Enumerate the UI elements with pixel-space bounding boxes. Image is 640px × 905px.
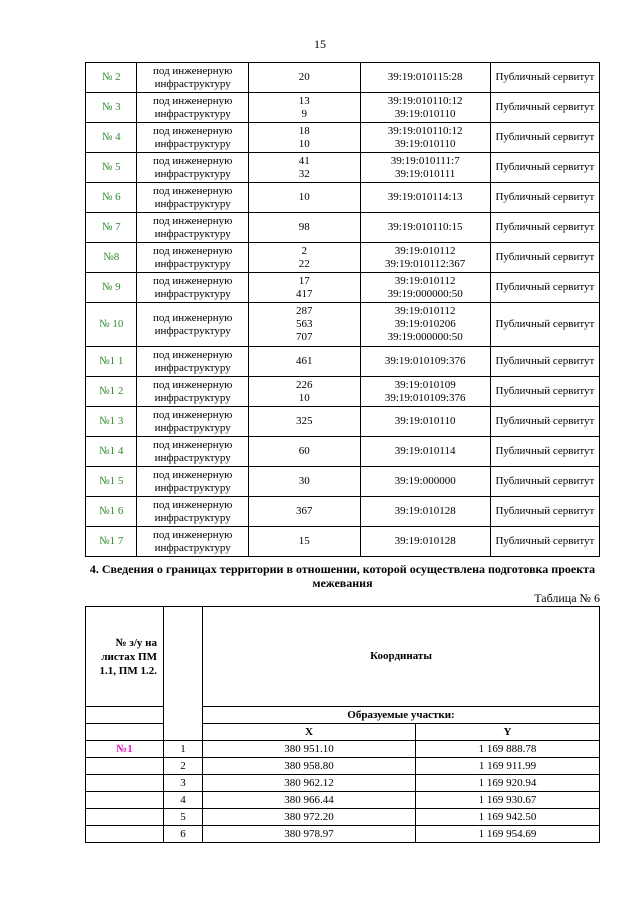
area [248,303,360,347]
table-row [86,467,600,497]
plot-number: №1 5 [86,467,137,497]
coordinates-table [85,606,600,843]
purpose: под инженерную инфраструктуру [137,347,248,377]
plot-label: №1 [86,741,164,758]
table-row [86,377,600,407]
point-number: 5 [164,809,203,826]
x-coordinate: 380 962.12 [203,775,416,792]
x-coordinate: 380 972.20 [203,809,416,826]
plot-label [86,775,164,792]
area-line: 9 [301,107,307,120]
cadastral-number-line: 39:19:010110:15 [387,221,463,233]
table-row [86,123,600,153]
cadastral-number-line: 39:19:010128 [394,535,456,547]
area-line: 10 [298,137,310,150]
area-line: 707 [295,331,313,343]
y-coordinate: 1 169 911.99 [416,758,600,775]
x-coordinate: 380 966.44 [203,792,416,809]
empty-cell [86,707,164,724]
cadastral-number [360,497,490,527]
table-row [86,527,600,557]
area-line: 461 [295,355,313,367]
table-row [86,758,600,775]
encumbrance-type: Публичный сервитут [490,273,599,303]
encumbrance-type: Публичный сервитут [490,153,599,183]
table-row [86,243,600,273]
table-row [86,826,600,843]
area [248,437,360,467]
area-line: 18 [298,124,310,137]
plot-number-header [86,607,164,707]
plot-number: № 9 [86,273,137,303]
y-coordinate: 1 169 930.67 [416,792,600,809]
cadastral-number [360,347,490,377]
encumbrance-type: Публичный сервитут [490,497,599,527]
encumbrance-type: Публичный сервитут [490,527,599,557]
area [248,527,360,557]
area-line: 60 [298,445,310,457]
point-number: 1 [164,741,203,758]
area-line: 22 [298,257,310,270]
encumbrance-type: Публичный сервитут [490,63,599,93]
plot-number: №8 [86,243,137,273]
table-row [86,347,600,377]
section-heading: 4. Сведения о границах территории в отношении, которой осуществлена подготовка проекта межевания [89,562,596,590]
area-line: 98 [298,221,310,233]
cadastral-number [360,273,490,303]
plot-number: №1 6 [86,497,137,527]
x-coordinate: 380 951.10 [203,741,416,758]
encumbrance-type: Публичный сервитут [490,377,599,407]
x-coordinate: 380 978.97 [203,826,416,843]
cadastral-number-line: 39:19:010109:376 [384,355,466,367]
area-line: 10 [298,391,310,404]
point-number: 4 [164,792,203,809]
purpose: под инженерную инфраструктуру [137,377,248,407]
area-line: 325 [295,415,313,427]
cadastral-number [360,93,490,123]
area-line: 32 [298,167,310,180]
plot-number: №1 4 [86,437,137,467]
cadastral-number-line: 39:19:010128 [394,505,456,517]
purpose: под инженерную инфраструктуру [137,183,248,213]
cadastral-number-line: 39:19:010114 [394,445,456,457]
cadastral-number-line: 39:19:000000:50 [387,287,463,300]
y-coordinate: 1 169 954.69 [416,826,600,843]
area [248,213,360,243]
plot-label [86,809,164,826]
cadastral-number [360,303,490,347]
area [248,497,360,527]
empty-cell [86,724,164,741]
plot-number: №1 7 [86,527,137,557]
table-row [86,741,600,758]
cadastral-number-line: 39:19:010206 [394,318,456,330]
table-caption: Таблица № 6 [534,591,600,605]
servitude-table [85,62,600,557]
cadastral-number-line: 39:19:010114:13 [387,191,463,203]
purpose: под инженерную инфраструктуру [137,93,248,123]
cadastral-number [360,243,490,273]
purpose: под инженерную инфраструктуру [137,273,248,303]
area [248,183,360,213]
point-number: 6 [164,826,203,843]
area [248,407,360,437]
area-line: 13 [298,94,310,107]
cadastral-number [360,467,490,497]
encumbrance-type: Публичный сервитут [490,93,599,123]
cadastral-number [360,153,490,183]
area-line: 287 [295,305,313,317]
y-header: Y [416,724,600,741]
purpose: под инженерную инфраструктуру [137,467,248,497]
table-row [86,273,600,303]
cadastral-number [360,527,490,557]
encumbrance-type: Публичный сервитут [490,347,599,377]
cadastral-number-line: 39:19:010109:376 [384,391,466,404]
purpose: под инженерную инфраструктуру [137,527,248,557]
point-number: 2 [164,758,203,775]
page-number: 15 [314,37,326,51]
plot-number: №1 3 [86,407,137,437]
area-line: 17 [298,274,310,287]
table-row [86,775,600,792]
cadastral-number [360,63,490,93]
table-row [86,183,600,213]
cadastral-number-line: 39:19:010110 [394,415,456,427]
purpose: под инженерную инфраструктуру [137,213,248,243]
table-row [86,407,600,437]
area [248,273,360,303]
formed-plots-header: Образуемые участки: [203,707,600,724]
plot-number: № 4 [86,123,137,153]
area [248,467,360,497]
plot-number: № 7 [86,213,137,243]
area-line: 30 [298,475,310,487]
cadastral-number-line: 39:19:010112 [394,274,456,287]
area [248,243,360,273]
cadastral-number-line: 39:19:010112:367 [385,257,466,270]
y-coordinate: 1 169 942.50 [416,809,600,826]
encumbrance-type: Публичный сервитут [490,437,599,467]
table-row [86,497,600,527]
table-row [86,792,600,809]
cadastral-number-line: 39:19:010110 [394,137,456,150]
cadastral-number-line: 39:19:000000 [394,475,456,487]
table-row [86,63,600,93]
plot-number-header-text: № з/у на листах ПМ 1.1, ПМ 1.2. [99,636,157,677]
x-coordinate: 380 958.80 [203,758,416,775]
encumbrance-type: Публичный сервитут [490,213,599,243]
table-row [86,809,600,826]
purpose: под инженерную инфраструктуру [137,153,248,183]
purpose: под инженерную инфраструктуру [137,407,248,437]
point-number-header [164,607,203,741]
plot-number: № 2 [86,63,137,93]
encumbrance-type: Публичный сервитут [490,243,599,273]
encumbrance-type: Публичный сервитут [490,123,599,153]
cadastral-number [360,437,490,467]
area [248,63,360,93]
table-row [86,93,600,123]
plot-number: № 5 [86,153,137,183]
cadastral-number-line: 39:19:000000:50 [387,331,463,343]
cadastral-number [360,213,490,243]
cadastral-number [360,183,490,213]
cadastral-number-line: 39:19:010111:7 [390,154,460,167]
cadastral-number-line: 39:19:010112 [394,305,456,317]
cadastral-number [360,123,490,153]
area [248,377,360,407]
area-line: 41 [298,154,310,167]
x-header: X [203,724,416,741]
coordinates-header: Координаты [203,607,600,707]
cadastral-number-line: 39:19:010110:12 [387,94,463,107]
area-line: 563 [295,318,313,330]
purpose: под инженерную инфраструктуру [137,437,248,467]
purpose: под инженерную инфраструктуру [137,123,248,153]
cadastral-number-line: 39:19:010115:28 [387,71,463,83]
cadastral-number [360,377,490,407]
area-line: 367 [295,505,313,517]
purpose: под инженерную инфраструктуру [137,243,248,273]
encumbrance-type: Публичный сервитут [490,467,599,497]
purpose: под инженерную инфраструктуру [137,63,248,93]
area-line: 226 [295,378,313,391]
area-line: 2 [301,244,307,257]
plot-number: № 3 [86,93,137,123]
area [248,153,360,183]
table-row [86,303,600,347]
plot-number: №1 1 [86,347,137,377]
y-coordinate: 1 169 920.94 [416,775,600,792]
table-row [86,437,600,467]
plot-label [86,758,164,775]
plot-label [86,792,164,809]
point-number: 3 [164,775,203,792]
cadastral-number-line: 39:19:010112 [394,244,456,257]
encumbrance-type: Публичный сервитут [490,303,599,347]
table-row [86,153,600,183]
cadastral-number [360,407,490,437]
area [248,93,360,123]
area-line: 20 [298,71,310,83]
plot-number: № 6 [86,183,137,213]
table-row [86,213,600,243]
area-line: 15 [298,535,310,547]
purpose: под инженерную инфраструктуру [137,303,248,347]
purpose: под инженерную инфраструктуру [137,497,248,527]
plot-label [86,826,164,843]
cadastral-number-line: 39:19:010109 [394,378,456,391]
encumbrance-type: Публичный сервитут [490,407,599,437]
cadastral-number-line: 39:19:010110 [394,107,456,120]
area-line: 10 [298,191,310,203]
area [248,347,360,377]
cadastral-number-line: 39:19:010111 [395,167,456,180]
area [248,123,360,153]
y-coordinate: 1 169 888.78 [416,741,600,758]
encumbrance-type: Публичный сервитут [490,183,599,213]
plot-number: № 10 [86,303,137,347]
cadastral-number-line: 39:19:010110:12 [387,124,463,137]
area-line: 417 [295,287,313,300]
plot-number: №1 2 [86,377,137,407]
